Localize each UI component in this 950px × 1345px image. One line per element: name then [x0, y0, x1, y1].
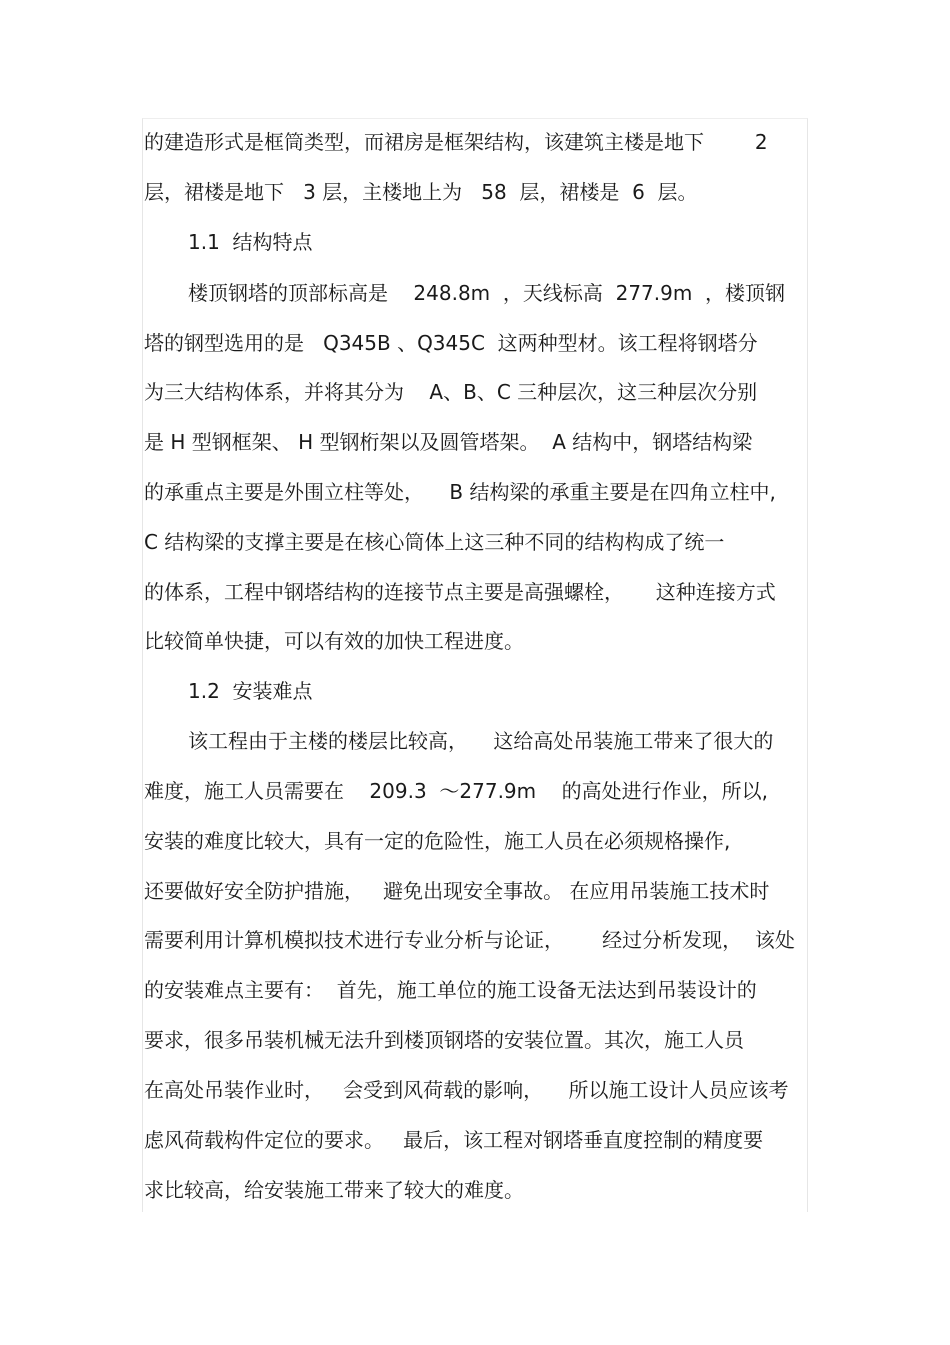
text-line: 是 H 型钢框架、 H 型钢桁架以及圆管塔架。 A 结构中，钢塔结构梁: [144, 430, 753, 454]
section-heading: 1.2 安装难点: [188, 679, 313, 703]
text-line: 求比较高，给安装施工带来了较大的难度。: [144, 1178, 524, 1202]
text-line: 虑风荷载构件定位的要求。 最后，该工程对钢塔垂直度控制的精度要: [144, 1128, 764, 1152]
text-line: 层，裙楼是地下 3 层，主楼地上为 58 层，裙楼是 6 层。: [144, 180, 698, 204]
text-line: 在高处吊装作业时， 会受到风荷载的影响， 所以施工设计人员应该考: [144, 1078, 789, 1102]
text-line: 的安装难点主要有： 首先，施工单位的施工设备无法达到吊装设计的: [144, 978, 757, 1002]
text-line: 为三大结构体系，并将其分为 A、B、C 三种层次，这三种层次分别: [144, 380, 758, 404]
text-line: 要求，很多吊装机械无法升到楼顶钢塔的安装位置。其次，施工人员: [144, 1028, 744, 1052]
text-line: 楼顶钢塔的顶部标高是 248.8m ，天线标高 277.9m ，楼顶钢: [188, 281, 786, 305]
text-line: 塔的钢型选用的是 Q345B 、Q345C 这两种型材。该工程将钢塔分: [144, 331, 758, 355]
text-line: 的建造形式是框筒类型，而裙房是框架结构，该建筑主楼是地下 2: [144, 130, 768, 154]
text-line: 的承重点主要是外围立柱等处， B 结构梁的承重主要是在四角立柱中,: [144, 480, 776, 504]
text-line: 比较简单快捷，可以有效的加快工程进度。: [144, 629, 524, 653]
section-heading: 1.1 结构特点: [188, 230, 313, 254]
text-line: C 结构梁的支撑主要是在核心筒体上这三种不同的结构构成了统一: [144, 530, 725, 554]
text-line: 需要利用计算机模拟技术进行专业分析与论证， 经过分析发现， 该处: [144, 928, 795, 952]
text-line: 的体系，工程中钢塔结构的连接节点主要是高强螺栓， 这种连接方式: [144, 580, 776, 604]
text-line: 还要做好安全防护措施， 避免出现安全事故。 在应用吊装施工技术时: [144, 879, 770, 903]
text-line: 该工程由于主楼的楼层比较高， 这给高处吊装施工带来了很大的: [188, 729, 774, 753]
text-line: 安装的难度比较大，具有一定的危险性，施工人员在必须规格操作,: [144, 829, 731, 853]
text-line: 难度，施工人员需要在 209.3 ～277.9m 的高处进行作业，所以,: [144, 779, 768, 803]
